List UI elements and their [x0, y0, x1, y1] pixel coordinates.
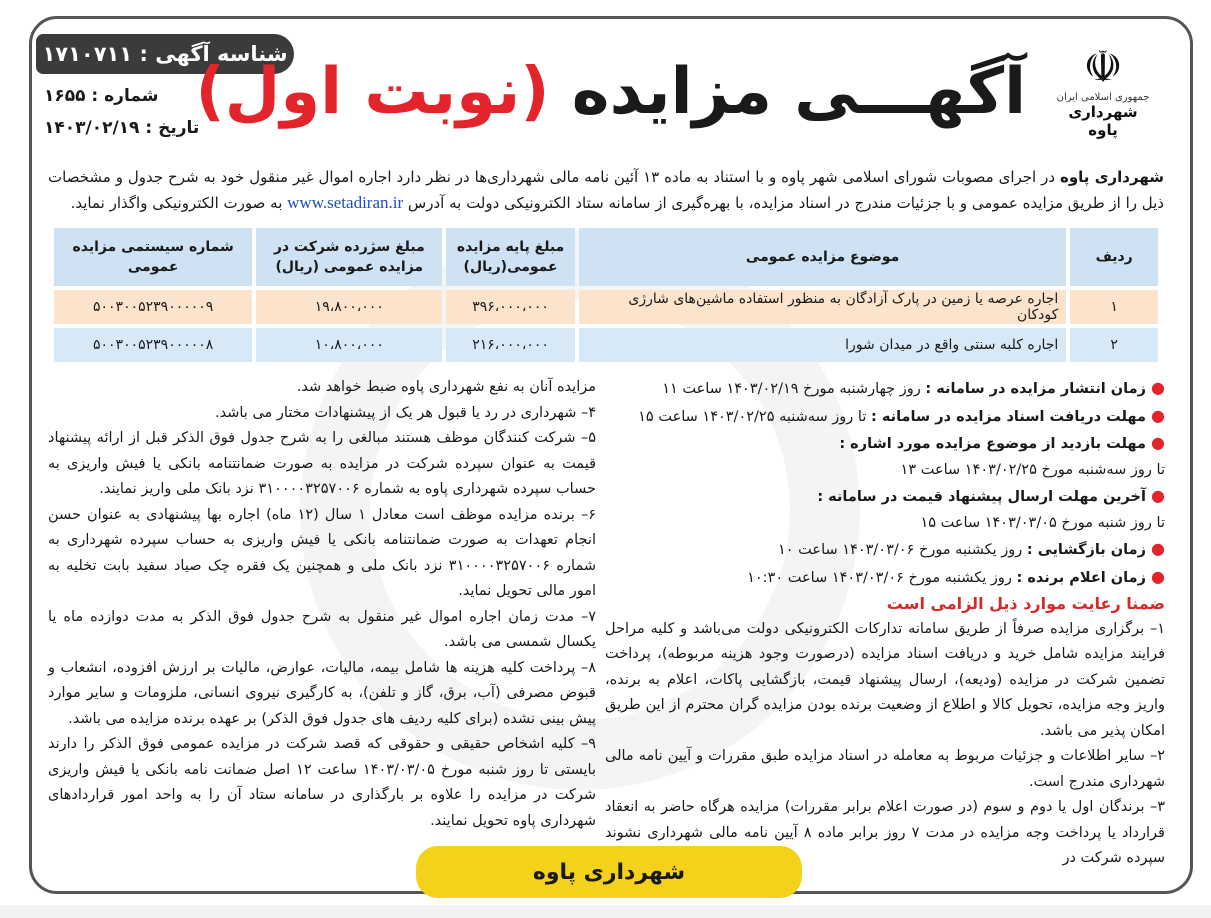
docs-label: مهلت دریافت اسناد مزایده در سامانه :: [870, 408, 1146, 425]
winner-value: روز یکشنبه مورخ ۱۴۰۳/۰۳/۰۶ ساعت ۱۰:۳۰: [747, 569, 1017, 586]
title-highlight: (نوبت اول): [195, 55, 550, 129]
note-3: ۳– برندگان اول یا دوم و سوم (در صورت اعلام برابر مقررات) مزایده هرگاه حاضر به انعقاد قرارداد یا پرداخت وجه مزایده در مدت ۷ روز برابر ماده ۸ آیین نامه مالی شهرداری نشوند سپرده شرکت در: [605, 799, 1165, 866]
intro-text-b: به صورت الکترونیکی واگذار نماید.: [70, 194, 288, 212]
notes-heading: ضمنا رعایت موارد ذیل الزامی است: [886, 594, 1165, 613]
visit-label: مهلت بازدید از موضوع مزایده مورد اشاره :: [839, 436, 1146, 452]
publish-time: [605, 375, 1165, 403]
intro-text-a: در اجرای مصوبات شورای اسلامی شهر پاوه و با استناد به ماده ۱۳ آئین نامه مالی شهرداری‌ها در نظر دارد اجاره اموال غیر منقول خود به شرح جدول و مشخصات ذیل را از طریق مزایده عمومی و با جزئیات مندرج در اسناد مزایده، با بهره‌گیری از سامانه ستاد الکترونیکی دولت به آدرس: [48, 168, 1164, 212]
offer-label: آخرین مهلت ارسال پیشنهاد قیمت در سامانه :: [817, 489, 1146, 505]
municipality-logo: [1053, 44, 1153, 139]
header-subject: موضوع مزایده عمومی: [579, 228, 1066, 286]
notes-column: [48, 375, 596, 834]
visit-value: تا روز سه‌شنبه مورخ ۱۴۰۳/۰۲/۲۵ ساعت ۱۳: [900, 461, 1165, 478]
notice-number: شماره : ۱۶۵۵: [44, 86, 159, 106]
opening-time: [605, 536, 1165, 564]
bullet-dot-icon: ●: [1145, 539, 1165, 558]
note-8: ۸– پرداخت کلیه هزینه ها شامل بیمه، مالیات، عوارض، مالیات بر ارزش افزوده، انشعاب و قبوض مصرفی (آب، برق، گاز و تلفن)، به کارگیری نیروی انسانی، ملزومات و سایر موارد پیش بینی نشده (برای کلیه ردیف های جدول فوق الذکر) بر عهده برنده مزایده می باشد.: [48, 659, 596, 727]
notice-date: تاریخ : ۱۴۰۳/۰۲/۱۹: [44, 118, 200, 138]
winner-label: زمان اعلام برنده :: [1016, 569, 1146, 586]
cell-row-no: ۲: [1070, 328, 1158, 362]
bullet-dot-icon: ●: [1145, 405, 1165, 425]
iran-emblem-icon: ☫: [1083, 42, 1123, 93]
offer-deadline: [605, 483, 1165, 511]
bullet-dot-icon: ●: [1145, 566, 1165, 586]
schedule-column: [605, 375, 1165, 872]
open-label: زمان بازگشایی :: [1026, 542, 1146, 558]
offer-value: تا روز شنبه مورخ ۱۴۰۳/۰۳/۰۵ ساعت ۱۵: [920, 514, 1165, 531]
cell-subject: اجاره کلبه سنتی واقع در میدان شورا: [579, 328, 1066, 362]
bullet-dot-icon: ●: [1145, 486, 1165, 505]
table-row: [54, 290, 1158, 324]
note-5: ۵– شرکت کنندگان موظف هستند مبالغی را به شرح جدول فوق الذکر قبل از ارائه پیشنهاد قیمت به عنوان سپرده شرکت در مزایده به صورت ضمانتنامه بانکی یا فیش واریزی به حساب سپرده شهرداری پاوه به شماره ۳۱۰۰۰۰۳۲۵۷۰۰۶ نزد بانک ملی واریز نمایند.: [48, 430, 596, 497]
page-bottom-strip: [0, 905, 1211, 918]
publish-label: زمان انتشار مزایده در سامانه :: [925, 381, 1146, 397]
cell-base-price: ۲۱۶،۰۰۰،۰۰۰: [446, 328, 575, 362]
ad-id-badge: شناسه آگهی : ۱۷۱۰۷۱۱: [36, 34, 294, 74]
cell-row-no: ۱: [1070, 290, 1158, 324]
note-7: ۷– مدت زمان اجاره اموال غیر منقول به شرح جدول فوق الذکر به مدت دوازده ماه یا یکسال شمسی می باشد.: [48, 608, 596, 650]
publish-value: روز چهارشنبه مورخ ۱۴۰۳/۰۲/۱۹ ساعت ۱۱: [662, 381, 926, 397]
note-1: ۱– برگزاری مزایده صرفاً از طریق سامانه تدارکات الکترونیکی دولت می‌باشد و کلیه مراحل فرایند مزایده شامل خرید و دریافت اسناد مزایده (درصورت وجود هزینه مربوطه)، پرداخت تضمین شرکت در مزایده (ودیعه)، ارسال پیشنهاد قیمت، بازگشایی پاکات، اعلام به برنده، واریز وجه مزایده، تحویل کالا و اطلاع از وضعیت برنده بودن مزایده گران محترم از این طریق امکان پذیر می باشد.: [605, 620, 1165, 739]
note-4: ۴– شهرداری در رد یا قبول هر یک از پیشنهادات مختار می باشد.: [215, 404, 596, 421]
logo-org-name: شهرداری پاوه: [1068, 103, 1138, 139]
note-3-continued: مزایده آنان به نفع شهرداری پاوه ضبط خواهد شد.: [296, 379, 596, 395]
cell-system-no: ۵۰۰۳۰۰۵۲۳۹۰۰۰۰۰۸: [54, 328, 252, 362]
footer-label: شهرداری پاوه: [532, 859, 686, 885]
setad-link[interactable]: www.setadiran.ir: [287, 193, 404, 212]
logo-subtitle: جمهوری اسلامی ایران: [1056, 92, 1150, 103]
cell-deposit: ۱۹،۸۰۰،۰۰۰: [256, 290, 442, 324]
docs-deadline: [605, 403, 1165, 431]
intro-org: شهرداری پاوه: [1059, 168, 1164, 186]
docs-value: تا روز سه‌شنبه ۱۴۰۳/۰۲/۲۵ ساعت ۱۵: [638, 408, 871, 425]
cell-system-no: ۵۰۰۳۰۰۵۲۳۹۰۰۰۰۰۹: [54, 290, 252, 324]
table-row: [54, 328, 1158, 362]
title-main: آگهـــی مزایده: [571, 55, 1026, 129]
cell-base-price: ۳۹۶،۰۰۰،۰۰۰: [446, 290, 575, 324]
auction-table: [50, 224, 1162, 366]
note-2: ۲– سایر اطلاعات و جزئیات مربوط به معامله در اسناد مزایده طبق مقررات و آیین نامه مالی شهرداری مندرج است.: [605, 748, 1165, 790]
bullet-dot-icon: ●: [1145, 378, 1165, 397]
open-value: روز یکشنبه مورخ ۱۴۰۳/۰۳/۰۶ ساعت ۱۰: [778, 542, 1027, 558]
visit-deadline: [605, 430, 1165, 458]
header-system-no: شماره سیستمی مزایده عمومی: [54, 228, 252, 286]
footer-org-banner: [416, 846, 802, 898]
header-base-price: مبلغ پایه مزایده عمومی(ریال): [446, 228, 575, 286]
bullet-dot-icon: ●: [1145, 433, 1165, 452]
cell-subject: اجاره عرصه یا زمین در پارک آزادگان به منظور استفاده ماشین‌های شارژی کودکان: [579, 290, 1066, 324]
winner-time: [605, 564, 1165, 592]
header-row-no: ردیف: [1070, 228, 1158, 286]
table-header-row: [54, 228, 1158, 286]
note-9: ۹– کلیه اشخاص حقیقی و حقوقی که قصد شرکت در مزایده عمومی فوق الذکر را دارند بایستی تا روز شنبه مورخ ۱۴۰۳/۰۳/۰۵ ساعت ۱۲ اصل ضمانت نامه بانکی یا فیش واریزی شرکت در مزایده را علاوه بر بارگذاری در سامانه ستاد آن را به واحد امور قراردادهای شهرداری پاوه تحویل نمایند.: [48, 736, 596, 829]
page-title: [195, 44, 1026, 140]
cell-deposit: ۱۰،۸۰۰،۰۰۰: [256, 328, 442, 362]
note-6: ۶– برنده مزایده موظف است معادل ۱ سال (۱۲ ماه) اجاره بها پیشنهادی به عنوان حسن انجام تعهدات به صورت ضمانتنامه بانکی یا فیش واریزی به حساب سپرده شهرداری به شماره ۳۱۰۰۰۰۳۲۵۷۰۰۶ نزد بانک ملی و همچنین یک فقره چک صیاد سفید بابت تخلیه به امور مالی تحویل نماید.: [48, 506, 596, 599]
header-deposit: مبلغ سژرده شرکت در مزایده عمومی (ریال): [256, 228, 442, 286]
intro-paragraph: [48, 164, 1164, 216]
